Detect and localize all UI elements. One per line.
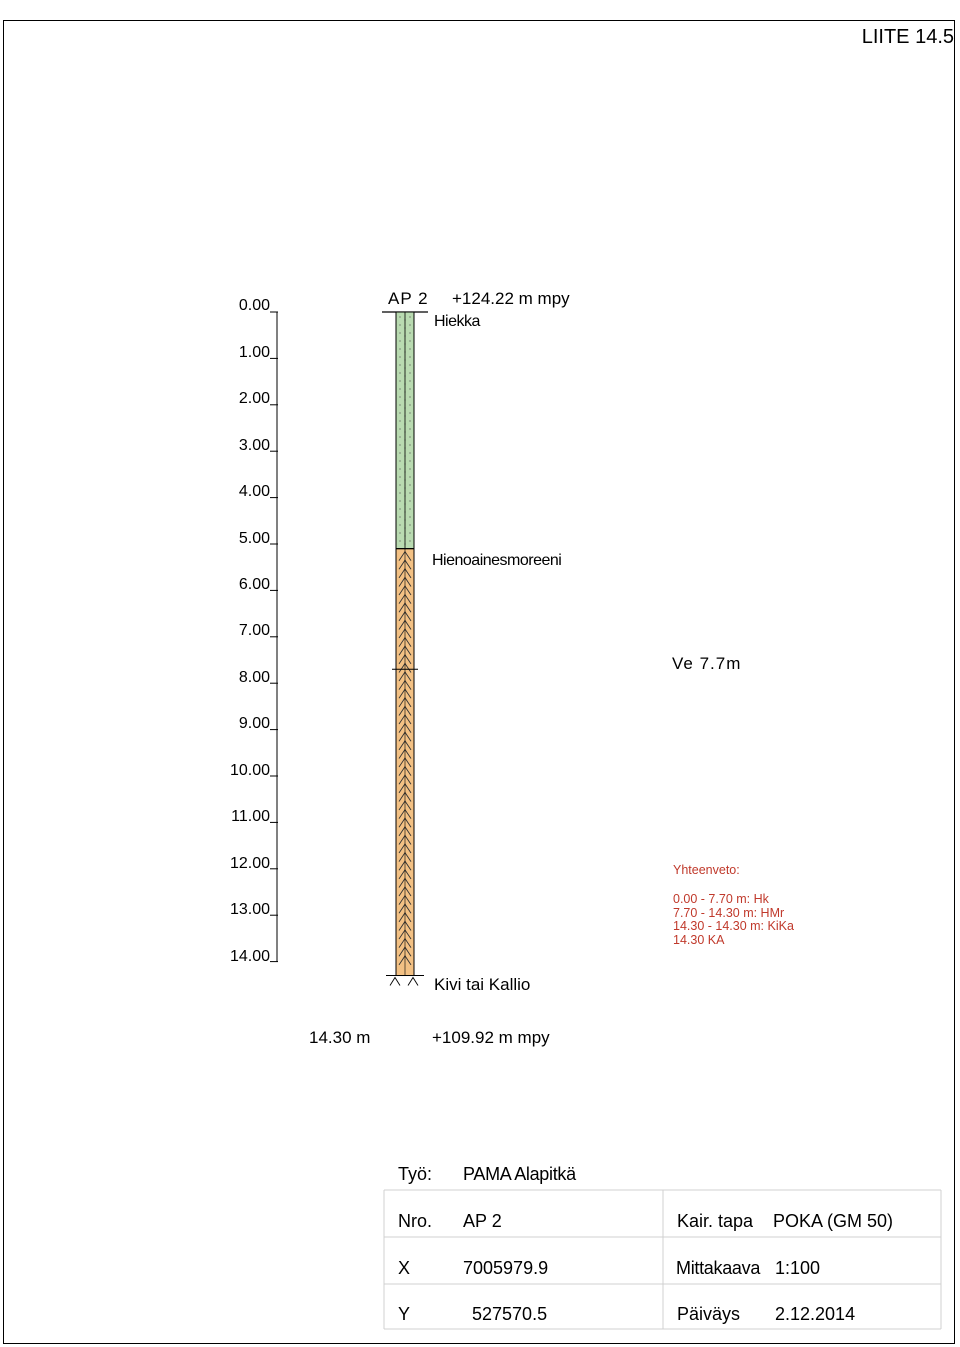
depth-tick-label: 5.00 bbox=[238, 530, 270, 547]
sand-dot bbox=[399, 420, 400, 421]
sand-dot bbox=[399, 516, 400, 517]
method-value: POKA (GM 50) bbox=[773, 1211, 894, 1231]
sand-dot bbox=[399, 540, 400, 541]
sand-dot bbox=[409, 508, 410, 509]
total-depth: 14.30 m bbox=[309, 1028, 371, 1047]
summary-line: 14.30 KA bbox=[673, 933, 725, 947]
sand-dot bbox=[399, 484, 400, 485]
rock-symbol bbox=[408, 978, 418, 986]
nro-label: Nro. bbox=[398, 1211, 433, 1231]
sand-dot bbox=[399, 492, 400, 493]
sand-dot bbox=[399, 436, 400, 437]
sand-dot bbox=[399, 476, 400, 477]
sand-dot bbox=[409, 388, 410, 389]
sand-dot bbox=[409, 532, 410, 533]
sand-dot bbox=[399, 532, 400, 533]
borehole-top-level: +124.22 m mpy bbox=[452, 289, 570, 308]
sand-dot bbox=[409, 396, 410, 397]
x-value: 7005979.9 bbox=[463, 1258, 549, 1278]
summary-title: Yhteenveto: bbox=[673, 863, 740, 877]
sand-dot bbox=[409, 484, 410, 485]
sand-dot bbox=[399, 524, 400, 525]
sand-dot bbox=[409, 356, 410, 357]
water-level-label: Ve 7.7m bbox=[672, 654, 742, 673]
sand-dot bbox=[409, 316, 410, 317]
appendix-label: LIITE 14.5 bbox=[861, 26, 954, 48]
borehole-id: AP 2 bbox=[388, 289, 429, 308]
depth-tick-label: 10.00 bbox=[229, 762, 270, 779]
sand-dot bbox=[399, 316, 400, 317]
sand-dot bbox=[409, 492, 410, 493]
scale-label: Mittakaava bbox=[676, 1258, 761, 1278]
sand-dot bbox=[409, 364, 410, 365]
layer-label-sand: Hiekka bbox=[434, 313, 480, 330]
sand-dot bbox=[399, 412, 400, 413]
sand-dot bbox=[409, 524, 410, 525]
work-value: PAMA Alapitkä bbox=[463, 1164, 576, 1184]
sand-dot bbox=[409, 516, 410, 517]
summary-line: 7.70 - 14.30 m: HMr bbox=[673, 906, 785, 920]
sand-dot bbox=[409, 460, 410, 461]
sand-dot bbox=[409, 476, 410, 477]
sand-dot bbox=[409, 404, 410, 405]
bottom-level: +109.92 m mpy bbox=[432, 1028, 550, 1047]
y-label: Y bbox=[398, 1304, 411, 1324]
method-label: Kair. tapa bbox=[677, 1211, 754, 1231]
depth-tick-label: 0.00 bbox=[238, 297, 270, 314]
sand-dot bbox=[399, 364, 400, 365]
sand-dot bbox=[399, 460, 400, 461]
sand-dot bbox=[399, 396, 400, 397]
sand-dot bbox=[409, 468, 410, 469]
sand-dot bbox=[409, 372, 410, 373]
sand-dot bbox=[399, 444, 400, 445]
sand-dot bbox=[399, 356, 400, 357]
depth-tick-label: 12.00 bbox=[229, 855, 270, 872]
sand-dot bbox=[409, 348, 410, 349]
sand-dot bbox=[399, 428, 400, 429]
sand-dot bbox=[399, 332, 400, 333]
sand-dot bbox=[409, 340, 410, 341]
scale-value: 1:100 bbox=[775, 1258, 821, 1278]
sand-dot bbox=[399, 404, 400, 405]
sand-dot bbox=[409, 380, 410, 381]
sand-dot bbox=[409, 412, 410, 413]
depth-tick-label: 4.00 bbox=[238, 483, 270, 500]
sand-dot bbox=[399, 500, 400, 501]
sand-dot bbox=[399, 508, 400, 509]
sand-dot bbox=[409, 452, 410, 453]
sand-dot bbox=[409, 332, 410, 333]
end-label: Kivi tai Kallio bbox=[434, 975, 531, 994]
summary-line: 14.30 - 14.30 m: KiKa bbox=[673, 919, 794, 933]
date-value: 2.12.2014 bbox=[775, 1304, 856, 1324]
sand-dot bbox=[399, 372, 400, 373]
sand-dot bbox=[409, 444, 410, 445]
sand-dot bbox=[409, 428, 410, 429]
layer-label-till: Hienoainesmoreeni bbox=[432, 552, 562, 569]
depth-tick-label: 14.00 bbox=[229, 948, 270, 965]
y-value: 527570.5 bbox=[472, 1304, 548, 1324]
depth-tick-label: 13.00 bbox=[229, 901, 270, 918]
depth-tick-label: 11.00 bbox=[231, 808, 270, 825]
work-label: Työ: bbox=[398, 1164, 433, 1184]
depth-tick-label: 9.00 bbox=[238, 715, 270, 732]
x-label: X bbox=[398, 1258, 411, 1278]
rock-symbol bbox=[390, 978, 400, 986]
nro-value: AP 2 bbox=[463, 1211, 502, 1231]
sand-dot bbox=[399, 324, 400, 325]
sand-dot bbox=[399, 468, 400, 469]
depth-tick-label: 7.00 bbox=[238, 622, 270, 639]
sand-dot bbox=[409, 540, 410, 541]
sand-dot bbox=[399, 348, 400, 349]
sand-dot bbox=[399, 380, 400, 381]
depth-tick-label: 2.00 bbox=[238, 390, 270, 407]
sand-dot bbox=[399, 388, 400, 389]
sand-dot bbox=[409, 436, 410, 437]
depth-tick-label: 6.00 bbox=[238, 576, 270, 593]
summary-line: 0.00 - 7.70 m: Hk bbox=[673, 892, 769, 906]
sand-dot bbox=[409, 500, 410, 501]
sand-dot bbox=[409, 324, 410, 325]
depth-tick-label: 1.00 bbox=[238, 344, 270, 361]
date-label: Päiväys bbox=[677, 1304, 741, 1324]
sand-dot bbox=[399, 340, 400, 341]
depth-tick-label: 8.00 bbox=[238, 669, 270, 686]
depth-tick-label: 3.00 bbox=[238, 437, 270, 454]
sand-dot bbox=[409, 420, 410, 421]
sand-dot bbox=[399, 452, 400, 453]
